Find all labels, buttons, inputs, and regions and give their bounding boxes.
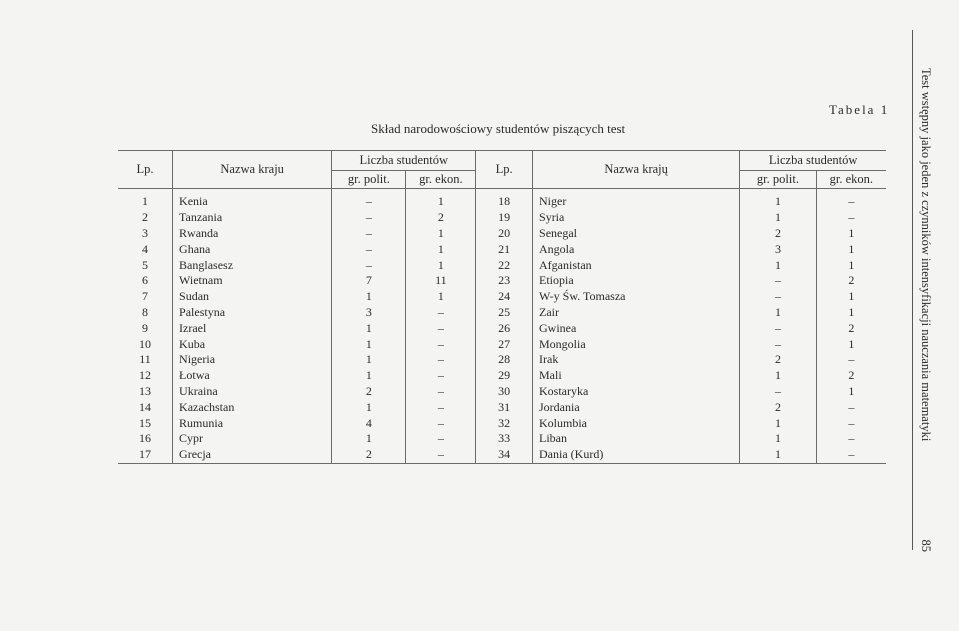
row-polit: 2 [740, 226, 816, 242]
row-lp: 31 [476, 400, 533, 416]
row-country: Syria [533, 210, 740, 226]
header-polit-left: gr. polit. [332, 171, 406, 189]
row-lp: 12 [118, 368, 173, 384]
row-ekon: – [406, 321, 476, 337]
row-polit: 1 [332, 368, 406, 384]
row-polit: – [740, 384, 816, 400]
row-polit: 1 [740, 415, 816, 431]
table-row [118, 400, 886, 416]
header-lp-right: Lp. [476, 151, 533, 189]
row-ekon: – [848, 415, 855, 430]
row-ekon: – [848, 210, 855, 225]
table-row [118, 447, 886, 464]
table-row [118, 273, 886, 289]
row-ekon: 1 [406, 189, 476, 210]
row-ekon: – [406, 447, 476, 464]
running-header-title: Test wstępny jako jeden z czynników intensyfikacji nauczania matematyki [919, 68, 934, 442]
row-country: Kolumbia [533, 415, 740, 431]
row-country: Palestyna [173, 305, 332, 321]
row-ekon: 2 [406, 210, 476, 226]
row-polit: 1 [332, 336, 406, 352]
row-country: Nigeria [173, 352, 332, 368]
row-country: Kenia [173, 189, 332, 210]
row-lp: 30 [476, 384, 533, 400]
row-polit: – [740, 321, 816, 337]
header-group-left: Liczba studentów [332, 151, 476, 171]
row-ekon: – [406, 400, 476, 416]
table-caption: Skład narodowościowy studentów piszących test [371, 121, 626, 136]
row-ekon: – [406, 415, 476, 431]
row-ekon: 1 [848, 241, 855, 256]
row-country: Afganistan [533, 257, 740, 273]
row-polit: – [740, 273, 816, 289]
row-country: W-y Św. Tomasza [533, 289, 740, 305]
row-lp: 32 [476, 415, 533, 431]
row-ekon: 1 [848, 226, 855, 241]
row-polit: 1 [740, 189, 816, 210]
row-lp: 27 [476, 336, 533, 352]
row-country: Banglasesz [173, 257, 332, 273]
row-ekon: – [848, 431, 855, 446]
row-country: Ghana [173, 242, 332, 258]
row-lp: 11 [118, 352, 173, 368]
row-lp: 15 [118, 415, 173, 431]
row-lp: 21 [476, 242, 533, 258]
row-polit: 1 [332, 400, 406, 416]
row-polit: 1 [332, 352, 406, 368]
header-ekon-left: gr. ekon. [406, 171, 476, 189]
row-ekon: – [848, 399, 855, 414]
row-polit: 3 [332, 305, 406, 321]
row-ekon: – [848, 194, 855, 209]
row-polit: 2 [332, 384, 406, 400]
row-ekon: – [406, 352, 476, 368]
row-country: Rumunia [173, 415, 332, 431]
row-lp: 16 [118, 431, 173, 447]
row-polit: 1 [740, 447, 816, 464]
row-ekon: 1 [848, 305, 855, 320]
side-rule [912, 30, 913, 550]
row-lp: 28 [476, 352, 533, 368]
row-polit: 1 [332, 289, 406, 305]
row-country: Kazachstan [173, 400, 332, 416]
row-ekon: – [406, 336, 476, 352]
row-polit: – [332, 189, 406, 210]
row-ekon: 1 [848, 384, 855, 398]
row-polit: 1 [332, 321, 406, 337]
row-country: Ukraina [173, 384, 332, 400]
row-ekon: – [406, 431, 476, 447]
row-ekon: – [406, 368, 476, 384]
row-polit: 4 [332, 415, 406, 431]
row-ekon: 1 [406, 289, 476, 305]
row-polit: 1 [740, 368, 816, 384]
row-country: Etiopia [533, 273, 740, 289]
header-country-right: Nazwa krajų [533, 151, 740, 189]
row-lp: 1 [118, 189, 173, 210]
row-country: Rwanda [173, 226, 332, 242]
table-row [118, 226, 886, 242]
row-polit: 1 [332, 431, 406, 447]
row-lp: 25 [476, 305, 533, 321]
row-lp: 13 [118, 384, 173, 400]
table-row [118, 257, 886, 273]
row-polit: 1 [740, 210, 816, 226]
row-ekon: – [816, 447, 886, 464]
row-country: Tanzania [173, 210, 332, 226]
table-row [118, 384, 886, 400]
row-lp: 8 [118, 305, 173, 321]
row-lp: 34 [476, 447, 533, 464]
row-ekon: – [406, 305, 476, 321]
row-ekon: 1 [406, 257, 476, 273]
row-lp: 6 [118, 273, 173, 289]
row-lp: 2 [118, 210, 173, 226]
row-country: Irak [533, 352, 740, 368]
row-country: Zair [533, 305, 740, 321]
table-row [118, 352, 886, 368]
row-lp: 29 [476, 368, 533, 384]
row-country: Dania (Kurd) [533, 447, 740, 464]
table-row [118, 189, 886, 210]
row-lp: 9 [118, 321, 173, 337]
header-ekon-right: gr. ekon. [816, 171, 886, 189]
students-table [118, 150, 886, 464]
row-lp: 19 [476, 210, 533, 226]
row-country: Izrael [173, 321, 332, 337]
row-country: Łotwa [173, 368, 332, 384]
row-ekon: – [848, 352, 855, 367]
row-country: Angola [533, 242, 740, 258]
row-lp: 33 [476, 431, 533, 447]
table-row [118, 321, 886, 337]
row-lp: 17 [118, 447, 173, 464]
row-ekon: – [406, 384, 476, 400]
running-header [915, 68, 939, 552]
row-country: Senegal [533, 226, 740, 242]
row-country: Sudan [173, 289, 332, 305]
row-country: Kostaryka [533, 384, 740, 400]
row-country: Gwinea [533, 321, 740, 337]
row-polit: 1 [740, 431, 816, 447]
table-row [118, 368, 886, 384]
table-row [118, 242, 886, 258]
row-polit: – [332, 210, 406, 226]
row-lp: 3 [118, 226, 173, 242]
row-polit: 3 [740, 242, 816, 258]
row-country: Mali [533, 368, 740, 384]
row-polit: 2 [332, 447, 406, 464]
row-polit: 1 [740, 305, 816, 321]
row-ekon: 2 [848, 273, 855, 288]
table-body [118, 189, 886, 464]
row-ekon: 1 [848, 336, 855, 351]
row-country: Mongolia [533, 336, 740, 352]
row-ekon: 1 [848, 289, 855, 304]
row-country: Jordania [533, 400, 740, 416]
row-country: Niger [533, 189, 740, 210]
row-polit: – [332, 242, 406, 258]
row-polit: 2 [740, 352, 816, 368]
row-lp: 14 [118, 400, 173, 416]
row-ekon: 1 [848, 257, 855, 272]
row-country: Cypr [173, 431, 332, 447]
row-country: Wietnam [173, 273, 332, 289]
row-polit: 2 [740, 400, 816, 416]
row-country: Grecja [173, 447, 332, 464]
row-lp: 4 [118, 242, 173, 258]
row-polit: 1 [740, 257, 816, 273]
row-lp: 22 [476, 257, 533, 273]
row-ekon: 1 [406, 242, 476, 258]
row-polit: – [740, 289, 816, 305]
row-ekon: 2 [848, 368, 855, 383]
row-ekon: 1 [406, 226, 476, 242]
row-polit: – [332, 257, 406, 273]
row-ekon: 2 [848, 320, 855, 335]
row-polit: – [332, 226, 406, 242]
header-country-left: Nazwa kraju [173, 151, 332, 189]
table-row [118, 289, 886, 305]
row-lp: 24 [476, 289, 533, 305]
row-lp: 18 [476, 189, 533, 210]
row-lp: 20 [476, 226, 533, 242]
table-row [118, 431, 886, 447]
row-lp: 5 [118, 257, 173, 273]
row-lp: 10 [118, 336, 173, 352]
table-row [118, 336, 886, 352]
row-polit: – [740, 336, 816, 352]
row-ekon: 11 [406, 273, 476, 289]
row-country: Kuba [173, 336, 332, 352]
table-row [118, 210, 886, 226]
header-group-right: Liczba studentów [740, 151, 886, 171]
row-lp: 7 [118, 289, 173, 305]
table-row [118, 415, 886, 431]
table-row [118, 305, 886, 321]
header-lp-left: Lp. [118, 151, 173, 189]
row-polit: 7 [332, 273, 406, 289]
page-number: 85 [919, 539, 934, 552]
row-country: Liban [533, 431, 740, 447]
header-polit-right: gr. polit. [740, 171, 816, 189]
table-label: Tabela 1 [829, 102, 890, 117]
row-lp: 23 [476, 273, 533, 289]
row-lp: 26 [476, 321, 533, 337]
